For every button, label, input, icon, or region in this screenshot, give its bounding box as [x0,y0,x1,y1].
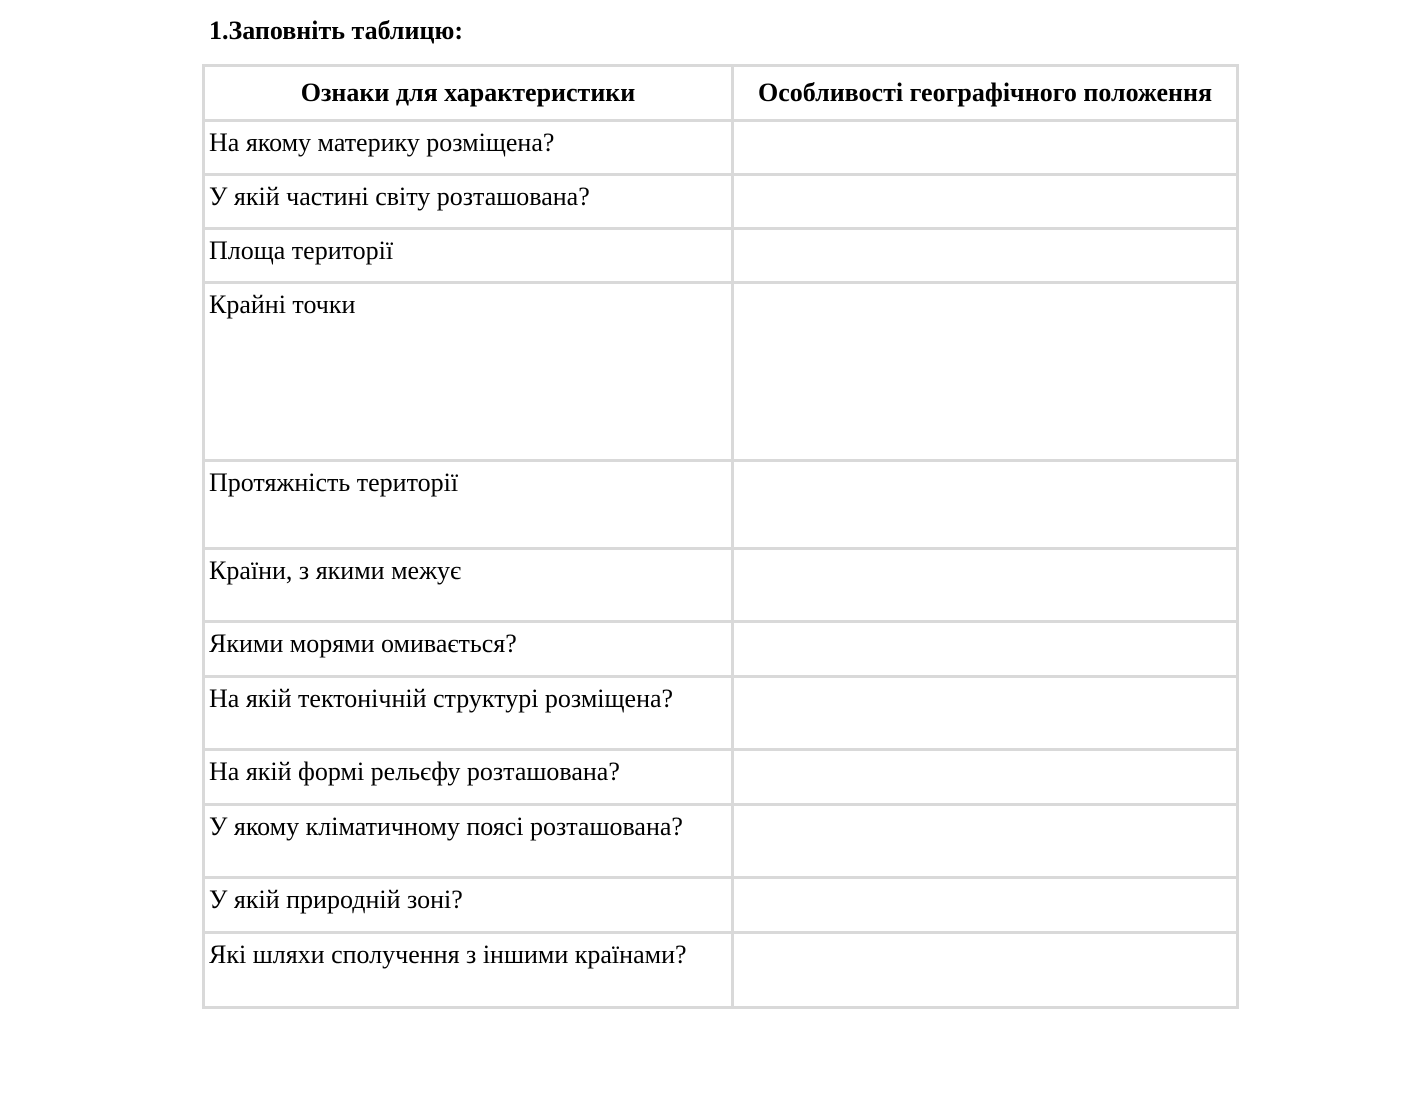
table-row [204,750,1238,805]
row-answer-cell[interactable] [733,622,1238,677]
row-question: Протяжність території [204,461,733,549]
row-answer-cell[interactable] [733,461,1238,549]
task-heading: 1.Заповніть таблицю: [209,16,463,45]
row-answer-cell[interactable] [733,283,1238,461]
table-row [204,461,1238,549]
table-row [204,175,1238,229]
row-answer-cell[interactable] [733,750,1238,805]
row-question: У якій частині світу розташована? [204,175,733,229]
geography-table [202,64,1239,1009]
row-question: У якому кліматичному поясі розташована? [204,805,733,878]
header-characteristics: Ознаки для характеристики [204,66,733,121]
row-answer-cell[interactable] [733,121,1238,175]
row-question: Крайні точки [204,283,733,461]
row-answer-cell[interactable] [733,229,1238,283]
row-question: Площа території [204,229,733,283]
row-answer-cell[interactable] [733,933,1238,1008]
row-answer-cell[interactable] [733,549,1238,622]
row-question: Якими морями омивається? [204,622,733,677]
row-answer-cell[interactable] [733,175,1238,229]
table-header-row [204,66,1238,121]
table-row [204,677,1238,750]
row-question: У якій природній зоні? [204,878,733,933]
row-answer-cell[interactable] [733,677,1238,750]
table-row [204,878,1238,933]
table-row [204,549,1238,622]
row-question: Які шляхи сполучення з іншими країнами? [204,933,733,1008]
table-row [204,805,1238,878]
table-row [204,933,1238,1008]
row-question: На якій тектонічній структурі розміщена? [204,677,733,750]
row-question: Країни, з якими межує [204,549,733,622]
table-row [204,283,1238,461]
header-features: Особливості географічного положення [733,66,1238,121]
table-row [204,622,1238,677]
table-row [204,229,1238,283]
row-question: На якому материку розміщена? [204,121,733,175]
row-answer-cell[interactable] [733,805,1238,878]
table-row [204,121,1238,175]
row-question: На якій формі рельєфу розташована? [204,750,733,805]
row-answer-cell[interactable] [733,878,1238,933]
